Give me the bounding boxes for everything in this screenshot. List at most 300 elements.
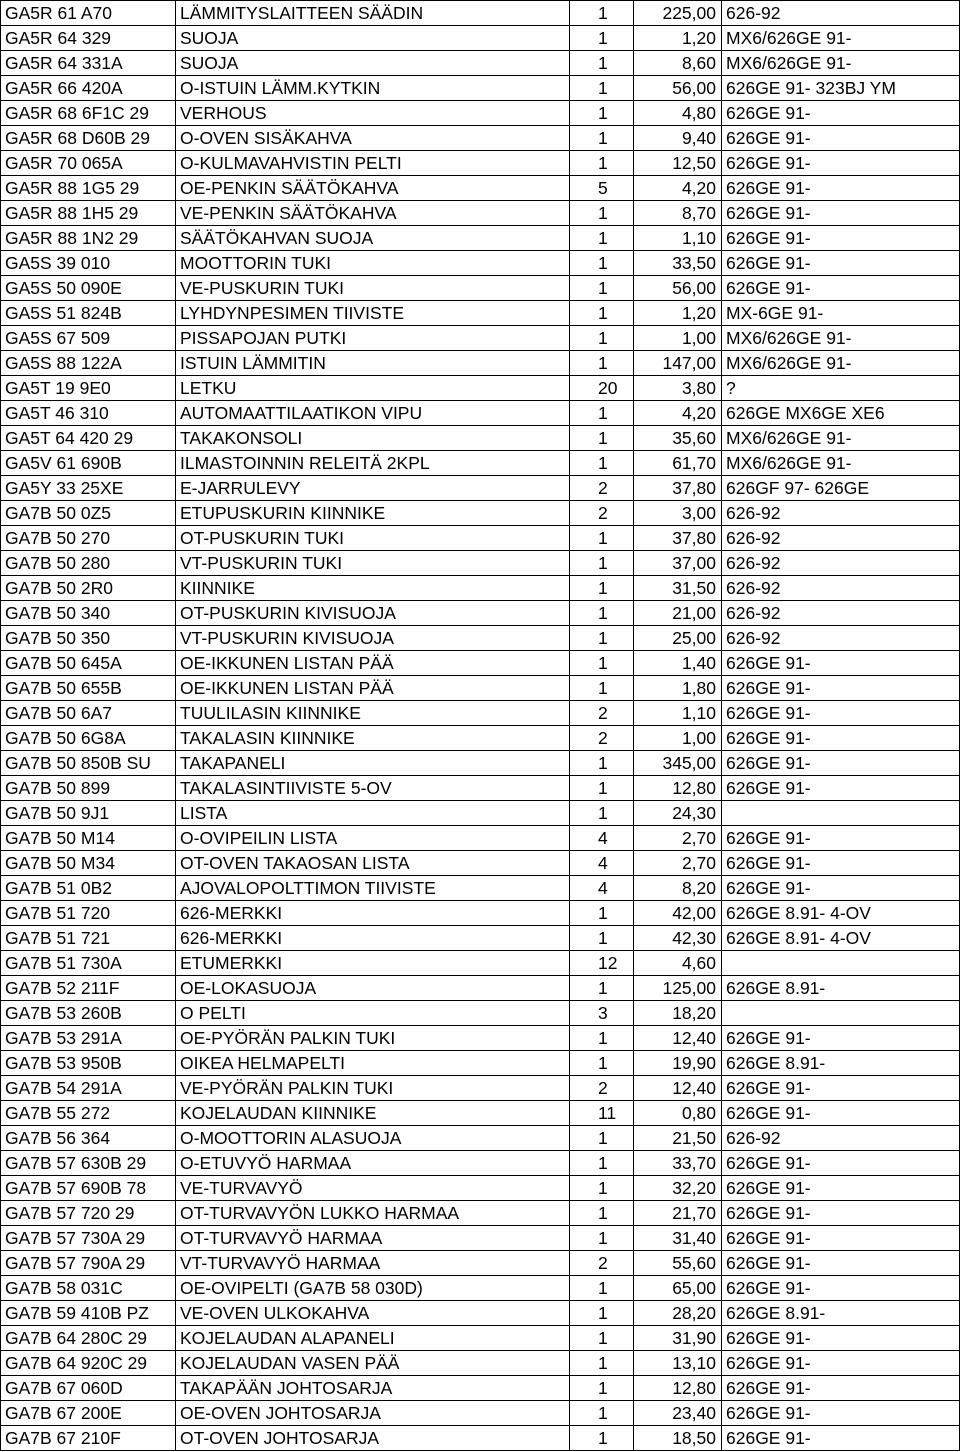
description-cell: OE-OVEN JOHTOSARJA: [176, 1401, 570, 1426]
price-cell: 37,80: [634, 526, 722, 551]
price-cell: 4,60: [634, 951, 722, 976]
description-cell: OT-OVEN TAKAOSAN LISTA: [176, 851, 570, 876]
price-cell: 18,50: [634, 1426, 722, 1451]
quantity-cell: 1: [570, 26, 634, 51]
model-cell: 626GE 8.91-: [722, 1301, 960, 1326]
part-number-cell: GA7B 56 364: [1, 1126, 176, 1151]
part-number-cell: GA7B 50 2R0: [1, 576, 176, 601]
model-cell: 626GE 91-: [722, 1076, 960, 1101]
description-cell: O PELTI: [176, 1001, 570, 1026]
price-cell: 37,00: [634, 551, 722, 576]
table-row: [1, 601, 960, 626]
table-row: [1, 1101, 960, 1126]
table-row: [1, 426, 960, 451]
description-cell: LETKU: [176, 376, 570, 401]
quantity-cell: 1: [570, 301, 634, 326]
part-number-cell: GA7B 67 200E: [1, 1401, 176, 1426]
price-cell: 28,20: [634, 1301, 722, 1326]
table-row: [1, 401, 960, 426]
table-row: [1, 101, 960, 126]
description-cell: E-JARRULEVY: [176, 476, 570, 501]
part-number-cell: GA7B 57 690B 78: [1, 1176, 176, 1201]
price-cell: 61,70: [634, 451, 722, 476]
description-cell: TAKAPANELI: [176, 751, 570, 776]
description-cell: PISSAPOJAN PUTKI: [176, 326, 570, 351]
description-cell: ILMASTOINNIN RELEITÄ 2KPL: [176, 451, 570, 476]
part-number-cell: GA7B 50 9J1: [1, 801, 176, 826]
part-number-cell: GA5R 64 329: [1, 26, 176, 51]
price-cell: 55,60: [634, 1251, 722, 1276]
model-cell: 626GE 91-: [722, 701, 960, 726]
quantity-cell: 1: [570, 1376, 634, 1401]
description-cell: OE-OVIPELTI (GA7B 58 030D): [176, 1276, 570, 1301]
table-row: [1, 751, 960, 776]
model-cell: 626GE 91-: [722, 1426, 960, 1451]
quantity-cell: 1: [570, 776, 634, 801]
model-cell: MX6/626GE 91-: [722, 351, 960, 376]
table-row: [1, 126, 960, 151]
table-row: [1, 1, 960, 26]
quantity-cell: 1: [570, 426, 634, 451]
price-cell: 1,80: [634, 676, 722, 701]
model-cell: 626GE 91-: [722, 226, 960, 251]
quantity-cell: 1: [570, 401, 634, 426]
table-row: [1, 301, 960, 326]
quantity-cell: 1: [570, 551, 634, 576]
table-row: [1, 1151, 960, 1176]
description-cell: VE-TURVAVYÖ: [176, 1176, 570, 1201]
price-cell: 25,00: [634, 626, 722, 651]
part-number-cell: GA5R 68 6F1C 29: [1, 101, 176, 126]
price-cell: 56,00: [634, 76, 722, 101]
part-number-cell: GA7B 51 721: [1, 926, 176, 951]
description-cell: TAKALASINTIIVISTE 5-OV: [176, 776, 570, 801]
quantity-cell: 1: [570, 601, 634, 626]
quantity-cell: 4: [570, 826, 634, 851]
part-number-cell: GA5T 46 310: [1, 401, 176, 426]
quantity-cell: 1: [570, 1201, 634, 1226]
table-row: [1, 1076, 960, 1101]
description-cell: OE-PENKIN SÄÄTÖKAHVA: [176, 176, 570, 201]
part-number-cell: GA5R 61 A70: [1, 1, 176, 26]
part-number-cell: GA5S 50 090E: [1, 276, 176, 301]
description-cell: OE-PYÖRÄN PALKIN TUKI: [176, 1026, 570, 1051]
model-cell: 626GE 91-: [722, 1401, 960, 1426]
quantity-cell: 2: [570, 1251, 634, 1276]
description-cell: 626-MERKKI: [176, 926, 570, 951]
price-cell: 42,00: [634, 901, 722, 926]
price-cell: 4,20: [634, 401, 722, 426]
description-cell: O-ETUVYÖ HARMAA: [176, 1151, 570, 1176]
model-cell: 626GE 91-: [722, 176, 960, 201]
part-number-cell: GA5R 88 1H5 29: [1, 201, 176, 226]
price-cell: 4,80: [634, 101, 722, 126]
price-cell: 35,60: [634, 426, 722, 451]
model-cell: [722, 951, 960, 976]
description-cell: TAKAPÄÄN JOHTOSARJA: [176, 1376, 570, 1401]
quantity-cell: 1: [570, 526, 634, 551]
quantity-cell: 1: [570, 151, 634, 176]
model-cell: 626GE 91-: [722, 1276, 960, 1301]
price-cell: 3,00: [634, 501, 722, 526]
quantity-cell: 1: [570, 1351, 634, 1376]
model-cell: 626-92: [722, 526, 960, 551]
price-cell: 19,90: [634, 1051, 722, 1076]
part-number-cell: GA7B 58 031C: [1, 1276, 176, 1301]
quantity-cell: 1: [570, 676, 634, 701]
quantity-cell: 1: [570, 351, 634, 376]
model-cell: 626-92: [722, 1, 960, 26]
part-number-cell: GA7B 53 291A: [1, 1026, 176, 1051]
description-cell: VT-PUSKURIN KIVISUOJA: [176, 626, 570, 651]
price-cell: 1,20: [634, 301, 722, 326]
part-number-cell: GA7B 57 730A 29: [1, 1226, 176, 1251]
quantity-cell: 1: [570, 751, 634, 776]
quantity-cell: 1: [570, 226, 634, 251]
description-cell: VT-TURVAVYÖ HARMAA: [176, 1251, 570, 1276]
part-number-cell: GA5Y 33 25XE: [1, 476, 176, 501]
price-cell: 31,90: [634, 1326, 722, 1351]
model-cell: 626GE 91-: [722, 1176, 960, 1201]
model-cell: 626GE 91-: [722, 1326, 960, 1351]
price-cell: 2,70: [634, 826, 722, 851]
quantity-cell: 1: [570, 76, 634, 101]
part-number-cell: GA7B 51 720: [1, 901, 176, 926]
description-cell: OT-PUSKURIN KIVISUOJA: [176, 601, 570, 626]
price-cell: 8,60: [634, 51, 722, 76]
description-cell: LÄMMITYSLAITTEEN SÄÄDIN: [176, 1, 570, 26]
part-number-cell: GA7B 51 730A: [1, 951, 176, 976]
part-number-cell: GA5R 64 331A: [1, 51, 176, 76]
quantity-cell: 1: [570, 1426, 634, 1451]
table-row: [1, 51, 960, 76]
part-number-cell: GA7B 50 645A: [1, 651, 176, 676]
table-row: [1, 876, 960, 901]
part-number-cell: GA7B 50 280: [1, 551, 176, 576]
quantity-cell: 1: [570, 901, 634, 926]
model-cell: 626GE 91-: [722, 201, 960, 226]
model-cell: 626GE 91-: [722, 1351, 960, 1376]
table-row: [1, 1051, 960, 1076]
part-number-cell: GA7B 50 M34: [1, 851, 176, 876]
description-cell: O-ISTUIN LÄMM.KYTKIN: [176, 76, 570, 101]
model-cell: MX6/626GE 91-: [722, 51, 960, 76]
quantity-cell: 1: [570, 1051, 634, 1076]
quantity-cell: 2: [570, 1076, 634, 1101]
model-cell: 626GE 8.91- 4-OV: [722, 901, 960, 926]
table-row: [1, 501, 960, 526]
price-cell: 65,00: [634, 1276, 722, 1301]
table-row: [1, 1226, 960, 1251]
quantity-cell: 3: [570, 1001, 634, 1026]
model-cell: 626-92: [722, 626, 960, 651]
part-number-cell: GA7B 50 0Z5: [1, 501, 176, 526]
part-number-cell: GA7B 50 350: [1, 626, 176, 651]
quantity-cell: 1: [570, 651, 634, 676]
quantity-cell: 4: [570, 851, 634, 876]
price-cell: 31,50: [634, 576, 722, 601]
description-cell: KOJELAUDAN ALAPANELI: [176, 1326, 570, 1351]
table-row: [1, 1026, 960, 1051]
table-row: [1, 351, 960, 376]
description-cell: AJOVALOPOLTTIMON TIIVISTE: [176, 876, 570, 901]
model-cell: 626GE 8.91-: [722, 976, 960, 1001]
model-cell: 626GE 91-: [722, 1251, 960, 1276]
quantity-cell: 4: [570, 876, 634, 901]
quantity-cell: 1: [570, 926, 634, 951]
table-row: [1, 276, 960, 301]
description-cell: OT-PUSKURIN TUKI: [176, 526, 570, 551]
table-row: [1, 926, 960, 951]
description-cell: O-KULMAVAHVISTIN PELTI: [176, 151, 570, 176]
quantity-cell: 1: [570, 1126, 634, 1151]
price-cell: 345,00: [634, 751, 722, 776]
price-cell: 1,00: [634, 726, 722, 751]
table-row: [1, 176, 960, 201]
part-number-cell: GA5T 19 9E0: [1, 376, 176, 401]
price-cell: 12,40: [634, 1026, 722, 1051]
table-row: [1, 451, 960, 476]
description-cell: ETUMERKKI: [176, 951, 570, 976]
model-cell: 626-92: [722, 501, 960, 526]
price-cell: 1,20: [634, 26, 722, 51]
table-row: [1, 826, 960, 851]
description-cell: ETUPUSKURIN KIINNIKE: [176, 501, 570, 526]
table-row: [1, 801, 960, 826]
quantity-cell: 1: [570, 1176, 634, 1201]
quantity-cell: 1: [570, 201, 634, 226]
model-cell: 626GE 91-: [722, 1226, 960, 1251]
price-cell: 8,70: [634, 201, 722, 226]
description-cell: KIINNIKE: [176, 576, 570, 601]
price-cell: 2,70: [634, 851, 722, 876]
price-cell: 18,20: [634, 1001, 722, 1026]
quantity-cell: 1: [570, 1, 634, 26]
quantity-cell: 1: [570, 1326, 634, 1351]
model-cell: 626GE MX6GE XE6: [722, 401, 960, 426]
model-cell: 626GE 8.91- 4-OV: [722, 926, 960, 951]
price-cell: 1,00: [634, 326, 722, 351]
table-row: [1, 551, 960, 576]
table-row: [1, 1001, 960, 1026]
description-cell: O-OVEN SISÄKAHVA: [176, 126, 570, 151]
quantity-cell: 2: [570, 726, 634, 751]
description-cell: ISTUIN LÄMMITIN: [176, 351, 570, 376]
part-number-cell: GA5R 88 1G5 29: [1, 176, 176, 201]
quantity-cell: 1: [570, 326, 634, 351]
price-cell: 8,20: [634, 876, 722, 901]
part-number-cell: GA7B 52 211F: [1, 976, 176, 1001]
table-row: [1, 976, 960, 1001]
table-row: [1, 676, 960, 701]
price-cell: 4,20: [634, 176, 722, 201]
model-cell: 626GE 8.91-: [722, 1051, 960, 1076]
model-cell: 626GF 97- 626GE: [722, 476, 960, 501]
price-cell: 37,80: [634, 476, 722, 501]
table-row: [1, 1426, 960, 1451]
model-cell: 626GE 91-: [722, 1376, 960, 1401]
part-number-cell: GA7B 51 0B2: [1, 876, 176, 901]
price-cell: 1,40: [634, 651, 722, 676]
part-number-cell: GA7B 50 270: [1, 526, 176, 551]
table-row: [1, 226, 960, 251]
quantity-cell: 12: [570, 951, 634, 976]
table-row: [1, 1176, 960, 1201]
table-row: [1, 1401, 960, 1426]
model-cell: 626GE 91-: [722, 751, 960, 776]
quantity-cell: 1: [570, 1401, 634, 1426]
part-number-cell: GA7B 67 060D: [1, 1376, 176, 1401]
description-cell: LYHDYNPESIMEN TIIVISTE: [176, 301, 570, 326]
model-cell: 626GE 91-: [722, 851, 960, 876]
price-cell: 12,50: [634, 151, 722, 176]
price-cell: 24,30: [634, 801, 722, 826]
part-number-cell: GA5S 88 122A: [1, 351, 176, 376]
part-number-cell: GA5R 66 420A: [1, 76, 176, 101]
model-cell: [722, 1001, 960, 1026]
part-number-cell: GA7B 64 280C 29: [1, 1326, 176, 1351]
model-cell: 626GE 91-: [722, 1201, 960, 1226]
description-cell: SÄÄTÖKAHVAN SUOJA: [176, 226, 570, 251]
part-number-cell: GA7B 59 410B PZ: [1, 1301, 176, 1326]
part-number-cell: GA7B 50 M14: [1, 826, 176, 851]
part-number-cell: GA5S 39 010: [1, 251, 176, 276]
quantity-cell: 1: [570, 126, 634, 151]
price-cell: 31,40: [634, 1226, 722, 1251]
table-row: [1, 76, 960, 101]
price-cell: 1,10: [634, 701, 722, 726]
price-cell: 23,40: [634, 1401, 722, 1426]
price-cell: 12,80: [634, 776, 722, 801]
description-cell: SUOJA: [176, 26, 570, 51]
quantity-cell: 1: [570, 1276, 634, 1301]
model-cell: 626GE 91-: [722, 776, 960, 801]
model-cell: 626GE 91-: [722, 151, 960, 176]
table-row: [1, 151, 960, 176]
part-number-cell: GA7B 55 272: [1, 1101, 176, 1126]
table-row: [1, 526, 960, 551]
model-cell: 626-92: [722, 551, 960, 576]
model-cell: 626GE 91-: [722, 101, 960, 126]
price-cell: 33,70: [634, 1151, 722, 1176]
description-cell: TUULILASIN KIINNIKE: [176, 701, 570, 726]
quantity-cell: 1: [570, 251, 634, 276]
table-row: [1, 951, 960, 976]
table-row: [1, 576, 960, 601]
quantity-cell: 20: [570, 376, 634, 401]
description-cell: AUTOMAATTILAATIKON VIPU: [176, 401, 570, 426]
price-cell: 147,00: [634, 351, 722, 376]
quantity-cell: 1: [570, 451, 634, 476]
part-number-cell: GA7B 67 210F: [1, 1426, 176, 1451]
part-number-cell: GA7B 50 6A7: [1, 701, 176, 726]
description-cell: OT-TURVAVYÖN LUKKO HARMAA: [176, 1201, 570, 1226]
quantity-cell: 1: [570, 1226, 634, 1251]
table-row: [1, 251, 960, 276]
description-cell: VE-OVEN ULKOKAHVA: [176, 1301, 570, 1326]
model-cell: 626GE 91-: [722, 1101, 960, 1126]
part-number-cell: GA5R 88 1N2 29: [1, 226, 176, 251]
quantity-cell: 1: [570, 1151, 634, 1176]
price-cell: 12,80: [634, 1376, 722, 1401]
description-cell: TAKAKONSOLI: [176, 426, 570, 451]
description-cell: VE-PENKIN SÄÄTÖKAHVA: [176, 201, 570, 226]
part-number-cell: GA7B 54 291A: [1, 1076, 176, 1101]
model-cell: 626-92: [722, 1126, 960, 1151]
price-cell: 42,30: [634, 926, 722, 951]
price-cell: 56,00: [634, 276, 722, 301]
part-number-cell: GA7B 50 340: [1, 601, 176, 626]
description-cell: O-OVIPEILIN LISTA: [176, 826, 570, 851]
price-cell: 9,40: [634, 126, 722, 151]
table-row: [1, 476, 960, 501]
model-cell: ?: [722, 376, 960, 401]
quantity-cell: 1: [570, 276, 634, 301]
model-cell: 626GE 91-: [722, 126, 960, 151]
price-cell: 21,70: [634, 1201, 722, 1226]
part-number-cell: GA7B 57 790A 29: [1, 1251, 176, 1276]
model-cell: 626-92: [722, 576, 960, 601]
quantity-cell: 1: [570, 1301, 634, 1326]
description-cell: OT-OVEN JOHTOSARJA: [176, 1426, 570, 1451]
part-number-cell: GA7B 53 260B: [1, 1001, 176, 1026]
part-number-cell: GA5T 64 420 29: [1, 426, 176, 451]
part-number-cell: GA7B 64 920C 29: [1, 1351, 176, 1376]
description-cell: OE-IKKUNEN LISTAN PÄÄ: [176, 676, 570, 701]
table-row: [1, 326, 960, 351]
description-cell: 626-MERKKI: [176, 901, 570, 926]
table-row: [1, 726, 960, 751]
table-row: [1, 651, 960, 676]
part-number-cell: GA7B 50 655B: [1, 676, 176, 701]
table-row: [1, 776, 960, 801]
quantity-cell: 5: [570, 176, 634, 201]
table-row: [1, 901, 960, 926]
model-cell: 626GE 91-: [722, 676, 960, 701]
description-cell: TAKALASIN KIINNIKE: [176, 726, 570, 751]
description-cell: OE-IKKUNEN LISTAN PÄÄ: [176, 651, 570, 676]
table-row: [1, 1276, 960, 1301]
quantity-cell: 1: [570, 976, 634, 1001]
table-row: [1, 376, 960, 401]
table-row: [1, 851, 960, 876]
description-cell: OT-TURVAVYÖ HARMAA: [176, 1226, 570, 1251]
parts-table-body: [1, 1, 960, 1451]
model-cell: MX6/626GE 91-: [722, 451, 960, 476]
quantity-cell: 1: [570, 801, 634, 826]
table-row: [1, 1251, 960, 1276]
model-cell: MX6/626GE 91-: [722, 426, 960, 451]
quantity-cell: 1: [570, 51, 634, 76]
model-cell: 626GE 91-: [722, 876, 960, 901]
quantity-cell: 1: [570, 576, 634, 601]
quantity-cell: 2: [570, 476, 634, 501]
part-number-cell: GA7B 50 850B SU: [1, 751, 176, 776]
price-cell: 3,80: [634, 376, 722, 401]
table-row: [1, 1326, 960, 1351]
quantity-cell: 2: [570, 501, 634, 526]
price-cell: 0,80: [634, 1101, 722, 1126]
part-number-cell: GA5R 70 065A: [1, 151, 176, 176]
price-cell: 1,10: [634, 226, 722, 251]
table-row: [1, 1301, 960, 1326]
model-cell: 626GE 91-: [722, 251, 960, 276]
model-cell: MX6/626GE 91-: [722, 326, 960, 351]
model-cell: 626GE 91-: [722, 1026, 960, 1051]
model-cell: 626GE 91-: [722, 651, 960, 676]
description-cell: SUOJA: [176, 51, 570, 76]
model-cell: 626GE 91- 323BJ YM: [722, 76, 960, 101]
